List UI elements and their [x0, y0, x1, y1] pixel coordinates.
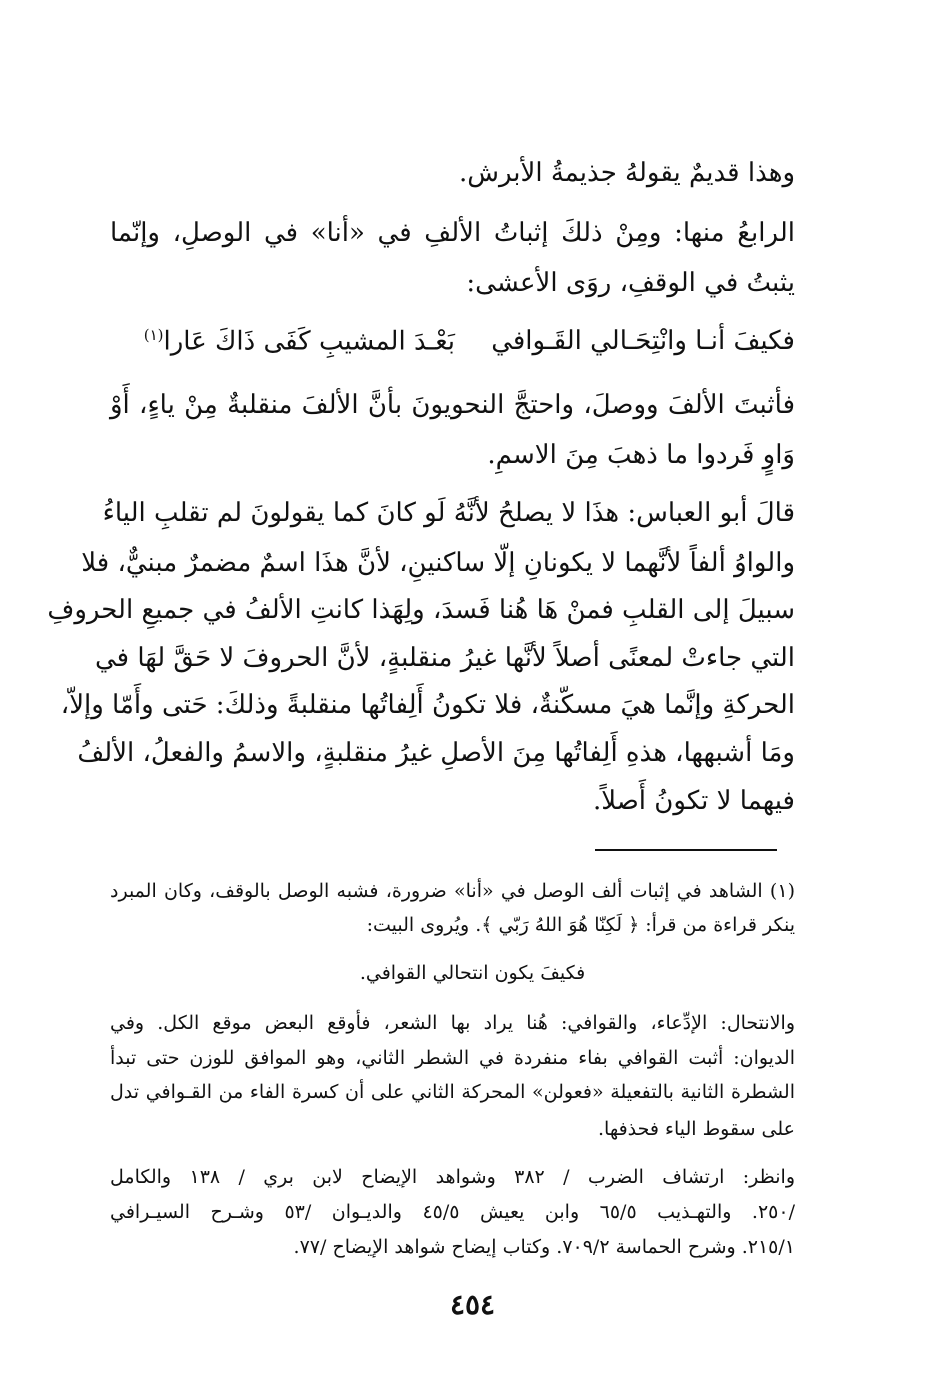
text-line: الحركةِ وإنَّما هيَ مسكّنةٌ، فلا تكونُ أَلِفاتُها منقلبةً وذلكَ: حَتى وأَمّا وإلاّ،: [60, 690, 795, 720]
footnote-line: الشطرة الثانية بالتفعيلة «فعولن» المحركة الثاني على أن كسرة الفاء من القـوافي تدل: [110, 1081, 795, 1103]
footnote-line: ينكر قراءة من قرأ: ﴿ لَكِنّا هُوَ اللهُ رَبّي ﴾. ويُروى البيت:: [366, 914, 795, 936]
page-number: ٤٥٤: [449, 1288, 496, 1321]
text-line: التي جاءتْ لمعنًى أصلاً لأنَّها غيرُ منقلبةٍ، لأنَّ الحروفَ لا حَقَّ لهَا في: [94, 643, 795, 673]
text-line: فيهما لا تكونُ أَصلاً.: [592, 786, 795, 816]
footnote-line: على سقوط الياء فحذفها.: [597, 1118, 795, 1140]
text-line: ومَا أشبهها، هذهِ أَلِفاتُها مِنَ الأصلِ غيرُ منقلبةٍ، والاسمُ والفعلُ، الألفُ: [77, 738, 795, 768]
verse-second-hemistich: [144, 326, 455, 357]
verse-first-hemistich: فكيفَ أنـا وانْتِحَـالي القَـوافي: [491, 326, 795, 356]
footnote-separator: [595, 849, 777, 851]
footnote-line: /٢٥٠. والتهـذيب ٦٥/٥ وابن يعيش ٤٥/٥ والديـوان /٥٣ وشـرح السيـرافي: [110, 1201, 795, 1223]
text-line: والواوُ ألفاً لأنَّهما لا يكونانِ إلّا ساكنينِ، لأنَّ هذَا اسمٌ مضمرٌ مبنيٌّ، فلا: [81, 548, 795, 578]
text-line: قالَ أبو العباس: هذَا لا يصلحُ لأنَّهُ لَو كانَ كما يقولونَ لم تقلبِ الياءُ: [102, 498, 795, 528]
text-line: فأثبتَ الألفَ ووصلَ، واحتجَّ النحويونَ بأنَّ الألفَ منقلبةٌ مِنْ ياءٍ، أَوْ: [110, 390, 795, 420]
verse-second-text: بَعْـدَ المشيبِ كَفَى ذَاكَ عَارا: [163, 326, 455, 357]
footnote-verse: فكيفَ يكون انتحالي القوافي.: [359, 962, 586, 984]
text-line: الرابعُ منها: ومِنْ ذلكَ إثباتُ الألفِ في «أنا» في الوصلِ، وإنّما: [110, 218, 795, 248]
footnote-line: (١) الشاهد في إثبات ألف الوصل في «أنا» ضرورة، فشبه الوصل بالوقف، وكان المبرد: [110, 880, 795, 902]
text-line: سبيلَ إلى القلبِ فمنْ هَا هُنا فَسدَ، ولِهَذا كانتِ الألفُ في جميعِ الحروفِ: [47, 595, 795, 625]
footnote-line: ٢١٥/١. وشرح الحماسة ٧٠٩/٢. وكتاب إيضاح شواهد الإيضاح /٧٧.: [293, 1236, 795, 1258]
footnote-marker: (١): [143, 326, 164, 344]
text-line: وهذا قديمٌ يقولهُ جذيمةُ الأبرش.: [458, 158, 795, 188]
footnote-line: الديوان: أثبت القوافي بفاء منفردة في الشطر الثاني، وهو الموافق للوزن حتى تبدأ: [110, 1047, 795, 1069]
text-line: يثبتُ في الوقفِ، روَى الأعشى:: [466, 268, 795, 298]
footnote-line: والانتحال: الإدِّعاء، والقوافي: هُنا يراد بها الشعر، فأوقع البعض موقع الكل. وفي: [110, 1012, 795, 1034]
text-line: وَاوٍ فَردوا ما ذهبَ مِنَ الاسمِ.: [487, 440, 795, 470]
footnote-line: وانظر: ارتشاف الضرب / ٣٨٢ وشواهد الإيضاح لابن بري / ١٣٨ والكامل: [110, 1166, 795, 1188]
